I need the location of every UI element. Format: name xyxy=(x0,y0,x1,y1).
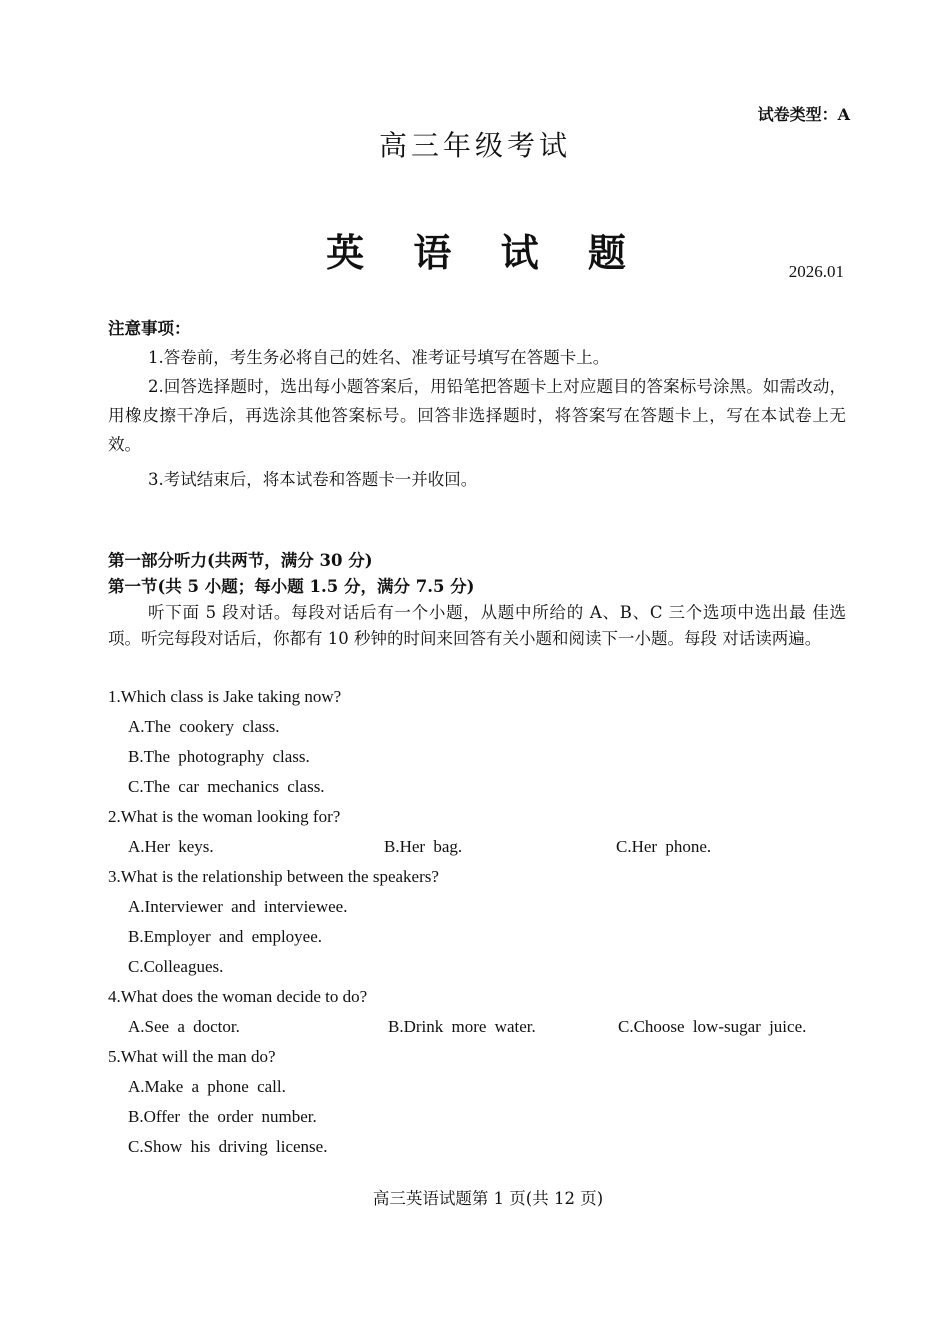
question-2-stem: 2.What is the woman looking for? xyxy=(108,807,341,826)
section-instructions: 听下面 5 段对话。每段对话后有一个小题，从题中所给的 A、B、C 三个选项中选出最 佳选项。听完每段对话后，你都有 10 秒钟的时间来回答有关小题和阅读下一小题。每段 对话读两遍。 xyxy=(108,603,846,648)
question-4-stem: 4.What does the woman decide to do? xyxy=(108,987,368,1006)
question-2-option-b: B.Her bag. xyxy=(384,837,463,856)
subject-title: 英 语 试 题 xyxy=(326,230,644,275)
question-5-option-c: C.Show his driving license. xyxy=(128,1137,328,1156)
question-2-options xyxy=(108,832,846,862)
question-5-option-b: B.Offer the order number. xyxy=(128,1107,317,1126)
exam-date: 2026.01 xyxy=(788,262,844,281)
notice-item-3: 3.考试结束后，将本试卷和答题卡一并收回。 xyxy=(148,470,478,489)
question-3-option-a: A.Interviewer and interviewee. xyxy=(128,897,348,916)
question-4-options xyxy=(108,1012,846,1042)
question-1-option-a: A.The cookery class. xyxy=(128,717,280,736)
exam-title: 高三年级考试 xyxy=(378,129,571,162)
paper-type-label: 试卷类型：A xyxy=(757,105,850,124)
question-2-option-c: C.Her phone. xyxy=(616,837,712,856)
notice-block xyxy=(108,314,846,494)
notice-item-2: 2.回答选择题时，选出每小题答案后，用铅笔把答题卡上对应题目的答案标号涂黑。如需改动，用橡皮擦干净后，再选涂其他答案标号。回答非选择题时，将答案写在答题卡上，写在本试卷上无效。 xyxy=(108,377,846,454)
question-4-option-b: B.Drink more water. xyxy=(388,1017,536,1036)
question-2-option-a: A.Her keys. xyxy=(128,837,214,856)
question-5-stem: 5.What will the man do? xyxy=(108,1047,276,1066)
question-5-option-a: A.Make a phone call. xyxy=(128,1077,286,1096)
question-3-option-b: B.Employer and employee. xyxy=(128,927,323,946)
question-list xyxy=(108,682,846,1162)
question-1-stem: 1.Which class is Jake taking now? xyxy=(108,687,342,706)
section-title: 第一节(共 5 小题；每小题 1.5 分，满分 7.5 分) xyxy=(108,577,475,596)
question-1-option-c: C.The car mechanics class. xyxy=(128,777,325,796)
question-3-stem: 3.What is the relationship between the speakers? xyxy=(108,867,439,886)
question-3-option-c: C.Colleagues. xyxy=(128,957,224,976)
notice-heading: 注意事项： xyxy=(108,319,191,338)
question-1-option-b: B.The photography class. xyxy=(128,747,310,766)
question-4-option-c: C.Choose low-sugar juice. xyxy=(618,1017,807,1036)
question-4-option-a: A.See a doctor. xyxy=(128,1017,240,1036)
part-title: 第一部分听力(共两节，满分 30 分) xyxy=(108,551,373,570)
notice-item-1: 1.答卷前，考生务必将自己的姓名、准考证号填写在答题卡上。 xyxy=(148,348,610,367)
page-footer: 高三英语试题第 1 页(共 12 页) xyxy=(372,1189,604,1208)
listening-section xyxy=(108,548,846,652)
